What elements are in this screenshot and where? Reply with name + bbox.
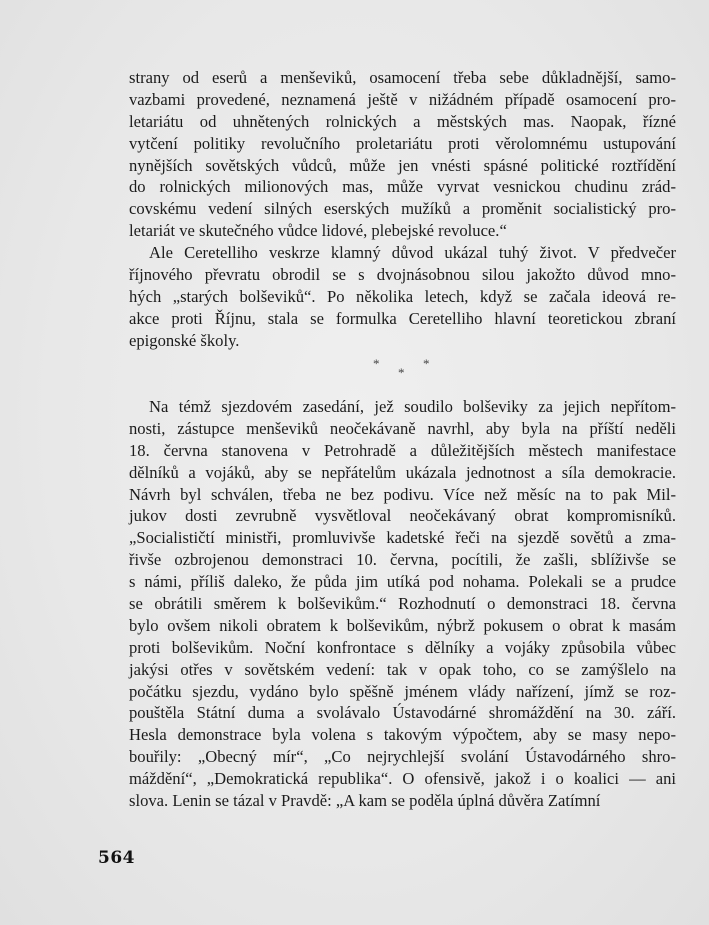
text-line: dělníků a vojáků, aby se nepřátelům ukázala jednotnost a síla demokracie. <box>129 462 676 482</box>
text-line: Návrh byl schválen, třeba ne bez podivu. Více než měsíc na to pak Mil- <box>129 484 676 504</box>
text-line: strany od eserů a menševiků, osamocení třeba sebe důkladnější, samo- <box>129 68 676 87</box>
text-line: pouštěla Státní duma a svolávalo Ústavodárné shromáždění na 30. září. <box>129 703 676 723</box>
text-line: jukov dosti zevrubně vysvětloval neočekávaný obrat kompromisníků. <box>129 506 676 526</box>
text-line: letariát ve skutečného vůdce lidové, plebejské revoluce.“ <box>129 221 507 241</box>
paragraph <box>129 67 676 242</box>
text-line: řivše ozbrojenou demonstraci 10. června, pocítili, že zašli, sblíživše se <box>129 550 676 570</box>
text-line: epigonské školy. <box>129 330 240 350</box>
paragraph <box>129 242 676 351</box>
text-line: nosti, zástupce menševiků neočekávaně navrhl, aby byla na příští neděli <box>129 418 676 438</box>
asterisk: * <box>423 356 430 371</box>
text-line: vytčení politiky revolučního proletariátu proti věrolomnému ustupování <box>129 133 676 153</box>
text-line: 18. června stanovena v Petrohradě a důležitějších městech manifestace <box>129 440 676 460</box>
text-line: „Socialističtí ministři, promluvivše kadetské řeči na sjezdě sovětů a zma- <box>129 528 676 548</box>
text-line: do rolnických milionových mas, může vyrvat vesnickou chudinu zrád- <box>129 177 676 197</box>
asterisk: * <box>373 356 380 371</box>
text-block-bottom <box>129 396 676 812</box>
text-line: se obrátili směrem k bolševikům.“ Rozhodnutí o demonstraci 18. června <box>129 594 676 614</box>
text-line: nynějších sovětských vůdců, může jen vnésti spásné politické roztřídění <box>129 155 676 175</box>
page-number: 564 <box>98 848 135 868</box>
text-line: covskému vedení silných eserských mužíků a proměnit socialistický pro- <box>129 199 676 219</box>
section-break <box>0 350 709 380</box>
text-line: Hesla demonstrace byla volena s takovým výpočtem, aby se masy nepo- <box>129 725 676 745</box>
text-line: proti bolševikům. Noční konfrontace s dělníky a vojáky způsobila vůbec <box>129 637 676 657</box>
text-line: Na témž sjezdovém zasedání, jež soudilo bolševiky za jejich nepřítom- <box>149 397 676 416</box>
paragraph <box>129 396 676 812</box>
text-line: bylo ovšem nikoli obratem k bolševikům, nýbrž pokusem o obrat k masám <box>129 615 676 635</box>
text-line: říjnového převratu obrodil se s dvojnásobnou silou jakožto důvod mno- <box>129 265 676 285</box>
text-line: hých „starých bolševiků“. Po několika letech, když se začala ideová re- <box>129 286 676 306</box>
text-line: bouřily: „Obecný mír“, „Co nejrychlejší svolání Ústavodárného shro- <box>129 747 676 767</box>
text-line: letariátu od uhnětených rolnických a městských mas. Naopak, řízné <box>129 111 676 131</box>
text-line: akce proti Říjnu, stala se formulka Ceretelliho hlavní teoretickou zbraní <box>129 308 676 328</box>
text-line: slova. Lenin se tázal v Pravdě: „A kam se poděla úplná důvěra Zatímní <box>129 791 601 811</box>
asterisk: * <box>398 365 405 380</box>
text-line: máždění“, „Demokratická republika“. O ofensivě, jakož i o koalici — ani <box>129 769 676 789</box>
text-line: Ale Ceretelliho veskrze klamný důvod ukázal tuhý život. V předvečer <box>149 243 676 263</box>
text-line: vazbami provedené, neznamená ještě v nižádném případě osamocení pro- <box>129 89 676 109</box>
text-line: jakýsi otřes v sovětském vedení: tak v opak toho, co se zamýšlelo na <box>129 659 676 679</box>
text-line: počátku sjezdu, vydáno bylo spěšně jménem vlády nařízení, jímž se roz- <box>129 681 676 701</box>
text-block-top <box>129 67 676 352</box>
text-line: s námi, příliš daleko, že půda jim utíká pod nohama. Polekali se a prudce <box>129 572 676 592</box>
